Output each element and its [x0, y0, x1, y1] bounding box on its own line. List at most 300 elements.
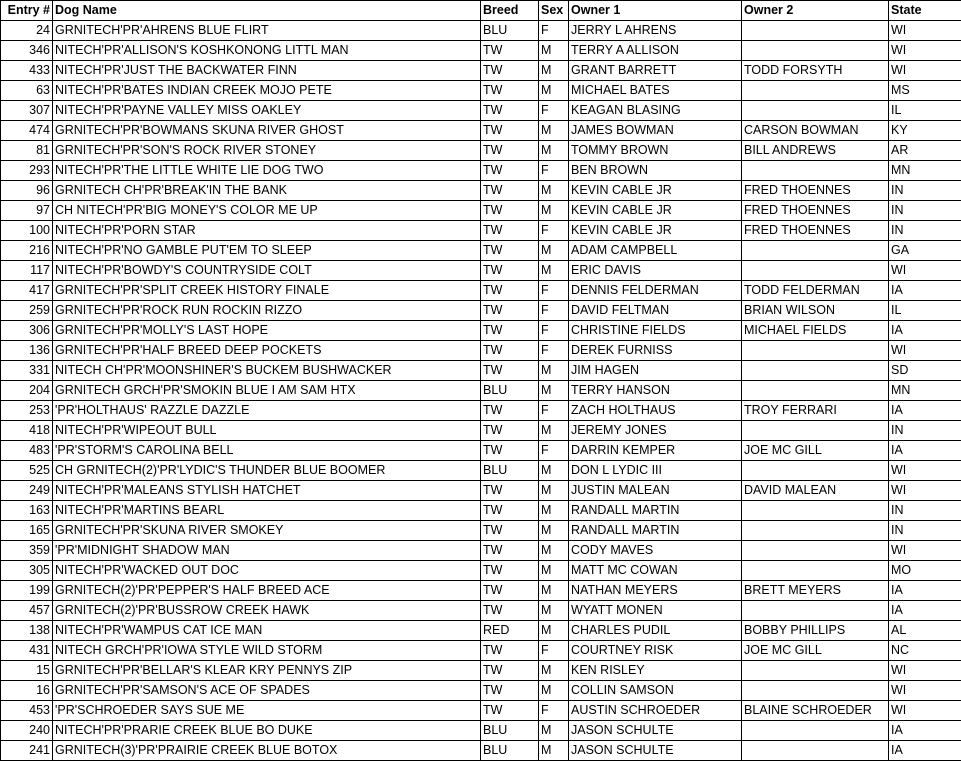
table-row [1, 621, 961, 641]
cell-owner-1: JAMES BOWMAN [569, 121, 742, 141]
cell-owner-2 [742, 501, 889, 521]
table-row [1, 501, 961, 521]
cell-owner-1: KEVIN CABLE JR [569, 201, 742, 221]
cell-state: IL [889, 301, 961, 321]
table-row [1, 141, 961, 161]
cell-state: WI [889, 261, 961, 281]
cell-dog-name: 'PR'MIDNIGHT SHADOW MAN [53, 541, 481, 561]
cell-dog-name: 'PR'HOLTHAUS' RAZZLE DAZZLE [53, 401, 481, 421]
cell-entry: 346 [1, 41, 53, 61]
table-row [1, 461, 961, 481]
cell-owner-1: NATHAN MEYERS [569, 581, 742, 601]
cell-dog-name: NITECH'PR'PORN STAR [53, 221, 481, 241]
cell-breed: TW [481, 601, 539, 621]
cell-dog-name: NITECH'PR'NO GAMBLE PUT'EM TO SLEEP [53, 241, 481, 261]
header-dog-name: Dog Name [53, 1, 481, 21]
cell-owner-1: JUSTIN MALEAN [569, 481, 742, 501]
cell-dog-name: NITECH GRCH'PR'IOWA STYLE WILD STORM [53, 641, 481, 661]
cell-owner-2 [742, 41, 889, 61]
cell-dog-name: CH GRNITECH(2)'PR'LYDIC'S THUNDER BLUE BOOMER [53, 461, 481, 481]
cell-dog-name: NITECH'PR'ALLISON'S KOSHKONONG LITTL MAN [53, 41, 481, 61]
cell-owner-1: BEN BROWN [569, 161, 742, 181]
cell-sex: M [539, 721, 569, 741]
table-row [1, 61, 961, 81]
cell-owner-2: BILL ANDREWS [742, 141, 889, 161]
cell-breed: TW [481, 81, 539, 101]
cell-breed: TW [481, 301, 539, 321]
cell-owner-2 [742, 521, 889, 541]
table-row [1, 341, 961, 361]
table-row [1, 21, 961, 41]
cell-breed: TW [481, 361, 539, 381]
cell-breed: TW [481, 641, 539, 661]
cell-state: NC [889, 641, 961, 661]
cell-entry: 16 [1, 681, 53, 701]
cell-entry: 138 [1, 621, 53, 641]
cell-owner-1: DAVID FELTMAN [569, 301, 742, 321]
cell-owner-1: JASON SCHULTE [569, 721, 742, 741]
cell-breed: TW [481, 581, 539, 601]
cell-sex: F [539, 321, 569, 341]
table-row [1, 301, 961, 321]
cell-owner-2: DAVID MALEAN [742, 481, 889, 501]
cell-entry: 117 [1, 261, 53, 281]
cell-breed: TW [481, 261, 539, 281]
cell-state: MO [889, 561, 961, 581]
cell-breed: TW [481, 661, 539, 681]
table-row [1, 581, 961, 601]
cell-owner-1: DEREK FURNISS [569, 341, 742, 361]
cell-entry: 474 [1, 121, 53, 141]
cell-state: KY [889, 121, 961, 141]
cell-owner-2: TROY FERRARI [742, 401, 889, 421]
cell-breed: TW [481, 321, 539, 341]
cell-state: SD [889, 361, 961, 381]
cell-owner-1: WYATT MONEN [569, 601, 742, 621]
cell-owner-2 [742, 661, 889, 681]
cell-entry: 433 [1, 61, 53, 81]
table-row [1, 281, 961, 301]
cell-entry: 63 [1, 81, 53, 101]
cell-state: WI [889, 701, 961, 721]
cell-owner-1: ADAM CAMPBELL [569, 241, 742, 261]
cell-sex: M [539, 521, 569, 541]
table-row [1, 421, 961, 441]
table-row [1, 261, 961, 281]
cell-owner-2 [742, 601, 889, 621]
cell-dog-name: GRNITECH(2)'PR'BUSSROW CREEK HAWK [53, 601, 481, 621]
cell-breed: TW [481, 101, 539, 121]
cell-state: IA [889, 401, 961, 421]
cell-dog-name: NITECH'PR'MALEANS STYLISH HATCHET [53, 481, 481, 501]
cell-owner-1: RANDALL MARTIN [569, 521, 742, 541]
table-row [1, 721, 961, 741]
cell-owner-2: FRED THOENNES [742, 201, 889, 221]
cell-sex: M [539, 261, 569, 281]
cell-dog-name: GRNITECH(3)'PR'PRAIRIE CREEK BLUE BOTOX [53, 741, 481, 761]
cell-sex: M [539, 421, 569, 441]
cell-owner-1: TOMMY BROWN [569, 141, 742, 161]
cell-owner-1: TERRY A ALLISON [569, 41, 742, 61]
cell-owner-1: TERRY HANSON [569, 381, 742, 401]
cell-breed: TW [481, 541, 539, 561]
table-row [1, 201, 961, 221]
cell-state: WI [889, 61, 961, 81]
cell-owner-1: RANDALL MARTIN [569, 501, 742, 521]
cell-owner-1: AUSTIN SCHROEDER [569, 701, 742, 721]
cell-breed: TW [481, 41, 539, 61]
cell-dog-name: NITECH'PR'THE LITTLE WHITE LIE DOG TWO [53, 161, 481, 181]
cell-owner-1: DARRIN KEMPER [569, 441, 742, 461]
cell-entry: 431 [1, 641, 53, 661]
cell-breed: TW [481, 421, 539, 441]
cell-sex: F [539, 221, 569, 241]
cell-entry: 96 [1, 181, 53, 201]
cell-breed: BLU [481, 21, 539, 41]
cell-owner-2 [742, 101, 889, 121]
table-row [1, 121, 961, 141]
cell-entry: 136 [1, 341, 53, 361]
cell-breed: TW [481, 341, 539, 361]
cell-entry: 15 [1, 661, 53, 681]
cell-state: IN [889, 501, 961, 521]
cell-sex: M [539, 621, 569, 641]
cell-dog-name: GRNITECH'PR'SON'S ROCK RIVER STONEY [53, 141, 481, 161]
cell-breed: TW [481, 481, 539, 501]
table-row [1, 221, 961, 241]
cell-breed: TW [481, 181, 539, 201]
cell-state: IN [889, 221, 961, 241]
cell-owner-1: JIM HAGEN [569, 361, 742, 381]
cell-owner-1: MICHAEL BATES [569, 81, 742, 101]
cell-owner-2 [742, 461, 889, 481]
cell-breed: TW [481, 201, 539, 221]
cell-entry: 24 [1, 21, 53, 41]
cell-entry: 165 [1, 521, 53, 541]
cell-breed: BLU [481, 381, 539, 401]
cell-entry: 81 [1, 141, 53, 161]
cell-owner-1: JEREMY JONES [569, 421, 742, 441]
cell-entry: 293 [1, 161, 53, 181]
cell-state: MS [889, 81, 961, 101]
cell-dog-name: NITECH'PR'JUST THE BACKWATER FINN [53, 61, 481, 81]
cell-owner-1: COLLIN SAMSON [569, 681, 742, 701]
cell-dog-name: GRNITECH GRCH'PR'SMOKIN BLUE I AM SAM HTX [53, 381, 481, 401]
cell-owner-2 [742, 241, 889, 261]
cell-state: IN [889, 421, 961, 441]
cell-breed: TW [481, 681, 539, 701]
cell-entry: 100 [1, 221, 53, 241]
cell-breed: TW [481, 161, 539, 181]
cell-owner-2: BLAINE SCHROEDER [742, 701, 889, 721]
cell-owner-1: ERIC DAVIS [569, 261, 742, 281]
cell-dog-name: GRNITECH'PR'ROCK RUN ROCKIN RIZZO [53, 301, 481, 321]
cell-owner-2 [742, 81, 889, 101]
header-sex: Sex [539, 1, 569, 21]
cell-owner-1: DON L LYDIC III [569, 461, 742, 481]
cell-entry: 418 [1, 421, 53, 441]
cell-sex: M [539, 141, 569, 161]
cell-breed: TW [481, 501, 539, 521]
cell-entry: 359 [1, 541, 53, 561]
cell-state: WI [889, 461, 961, 481]
table-row [1, 701, 961, 721]
table-row [1, 741, 961, 761]
cell-breed: TW [481, 701, 539, 721]
cell-dog-name: NITECH CH'PR'MOONSHINER'S BUCKEM BUSHWACKER [53, 361, 481, 381]
cell-sex: M [539, 41, 569, 61]
cell-breed: TW [481, 401, 539, 421]
cell-state: IA [889, 321, 961, 341]
cell-sex: M [539, 541, 569, 561]
cell-dog-name: GRNITECH'PR'HALF BREED DEEP POCKETS [53, 341, 481, 361]
table-row [1, 401, 961, 421]
cell-breed: TW [481, 561, 539, 581]
cell-state: IA [889, 741, 961, 761]
cell-entry: 525 [1, 461, 53, 481]
cell-entry: 97 [1, 201, 53, 221]
table-body [1, 21, 961, 761]
cell-owner-2 [742, 421, 889, 441]
cell-breed: TW [481, 281, 539, 301]
cell-sex: M [539, 601, 569, 621]
cell-state: WI [889, 341, 961, 361]
cell-state: MN [889, 161, 961, 181]
cell-sex: M [539, 741, 569, 761]
cell-entry: 457 [1, 601, 53, 621]
cell-dog-name: 'PR'SCHROEDER SAYS SUE ME [53, 701, 481, 721]
cell-owner-2: JOE MC GILL [742, 441, 889, 461]
cell-sex: F [539, 441, 569, 461]
cell-entry: 453 [1, 701, 53, 721]
cell-owner-2: BRIAN WILSON [742, 301, 889, 321]
cell-sex: M [539, 81, 569, 101]
header-owner-1: Owner 1 [569, 1, 742, 21]
cell-entry: 240 [1, 721, 53, 741]
cell-sex: M [539, 661, 569, 681]
cell-owner-2: BRETT MEYERS [742, 581, 889, 601]
cell-sex: F [539, 281, 569, 301]
header-entry: Entry # [1, 1, 53, 21]
cell-dog-name: GRNITECH'PR'BELLAR'S KLEAR KRY PENNYS ZIP [53, 661, 481, 681]
cell-entry: 249 [1, 481, 53, 501]
cell-owner-1: ZACH HOLTHAUS [569, 401, 742, 421]
cell-dog-name: CH NITECH'PR'BIG MONEY'S COLOR ME UP [53, 201, 481, 221]
cell-owner-1: COURTNEY RISK [569, 641, 742, 661]
cell-owner-1: MATT MC COWAN [569, 561, 742, 581]
table-row [1, 361, 961, 381]
cell-entry: 163 [1, 501, 53, 521]
cell-owner-1: GRANT BARRETT [569, 61, 742, 81]
cell-owner-1: JASON SCHULTE [569, 741, 742, 761]
cell-owner-2 [742, 161, 889, 181]
cell-owner-2 [742, 341, 889, 361]
cell-state: WI [889, 21, 961, 41]
cell-dog-name: GRNITECH'PR'MOLLY'S LAST HOPE [53, 321, 481, 341]
cell-dog-name: NITECH'PR'WIPEOUT BULL [53, 421, 481, 441]
cell-dog-name: NITECH'PR'WAMPUS CAT ICE MAN [53, 621, 481, 641]
cell-sex: M [539, 181, 569, 201]
cell-sex: M [539, 501, 569, 521]
cell-state: IN [889, 521, 961, 541]
cell-entry: 483 [1, 441, 53, 461]
cell-owner-1: CHARLES PUDIL [569, 621, 742, 641]
cell-sex: M [539, 561, 569, 581]
cell-breed: RED [481, 621, 539, 641]
cell-owner-2 [742, 741, 889, 761]
cell-owner-1: CHRISTINE FIELDS [569, 321, 742, 341]
cell-owner-2: FRED THOENNES [742, 181, 889, 201]
cell-owner-1: KEVIN CABLE JR [569, 221, 742, 241]
cell-state: IA [889, 281, 961, 301]
cell-dog-name: NITECH'PR'PRARIE CREEK BLUE BO DUKE [53, 721, 481, 741]
cell-entry: 241 [1, 741, 53, 761]
cell-sex: F [539, 401, 569, 421]
table-row [1, 601, 961, 621]
cell-breed: TW [481, 121, 539, 141]
cell-breed: TW [481, 141, 539, 161]
cell-owner-2 [742, 361, 889, 381]
cell-breed: TW [481, 61, 539, 81]
cell-state: GA [889, 241, 961, 261]
cell-dog-name: GRNITECH(2)'PR'PEPPER'S HALF BREED ACE [53, 581, 481, 601]
cell-owner-2: FRED THOENNES [742, 221, 889, 241]
cell-sex: M [539, 681, 569, 701]
cell-entry: 253 [1, 401, 53, 421]
cell-breed: TW [481, 441, 539, 461]
table-row [1, 441, 961, 461]
cell-dog-name: GRNITECH'PR'SAMSON'S ACE OF SPADES [53, 681, 481, 701]
cell-state: WI [889, 661, 961, 681]
table-row [1, 101, 961, 121]
table-row [1, 481, 961, 501]
cell-breed: TW [481, 221, 539, 241]
table-row [1, 181, 961, 201]
cell-owner-2: MICHAEL FIELDS [742, 321, 889, 341]
table-row [1, 641, 961, 661]
table-row [1, 541, 961, 561]
header-row [1, 1, 961, 21]
cell-state: WI [889, 481, 961, 501]
cell-entry: 259 [1, 301, 53, 321]
cell-state: WI [889, 681, 961, 701]
cell-state: IL [889, 101, 961, 121]
cell-owner-2 [742, 721, 889, 741]
cell-state: IA [889, 581, 961, 601]
cell-owner-1: DENNIS FELDERMAN [569, 281, 742, 301]
table-row [1, 41, 961, 61]
cell-entry: 331 [1, 361, 53, 381]
cell-sex: M [539, 581, 569, 601]
cell-sex: M [539, 241, 569, 261]
table-row [1, 321, 961, 341]
cell-state: IA [889, 601, 961, 621]
table-row [1, 661, 961, 681]
cell-state: WI [889, 541, 961, 561]
cell-breed: BLU [481, 721, 539, 741]
cell-state: IN [889, 181, 961, 201]
table-row [1, 81, 961, 101]
cell-dog-name: NITECH'PR'BOWDY'S COUNTRYSIDE COLT [53, 261, 481, 281]
cell-state: AL [889, 621, 961, 641]
cell-owner-2 [742, 381, 889, 401]
cell-owner-2 [742, 561, 889, 581]
cell-dog-name: NITECH'PR'PAYNE VALLEY MISS OAKLEY [53, 101, 481, 121]
cell-breed: BLU [481, 461, 539, 481]
cell-state: IA [889, 441, 961, 461]
cell-entry: 204 [1, 381, 53, 401]
header-breed: Breed [481, 1, 539, 21]
cell-owner-1: CODY MAVES [569, 541, 742, 561]
cell-owner-2 [742, 261, 889, 281]
cell-sex: M [539, 201, 569, 221]
cell-owner-2: JOE MC GILL [742, 641, 889, 661]
cell-sex: F [539, 641, 569, 661]
cell-sex: M [539, 61, 569, 81]
table-row [1, 521, 961, 541]
cell-owner-2: BOBBY PHILLIPS [742, 621, 889, 641]
cell-sex: F [539, 701, 569, 721]
cell-entry: 199 [1, 581, 53, 601]
cell-owner-2: TODD FELDERMAN [742, 281, 889, 301]
cell-dog-name: GRNITECH CH'PR'BREAK'IN THE BANK [53, 181, 481, 201]
table-row [1, 561, 961, 581]
cell-dog-name: GRNITECH'PR'BOWMANS SKUNA RIVER GHOST [53, 121, 481, 141]
cell-entry: 216 [1, 241, 53, 261]
cell-dog-name: 'PR'STORM'S CAROLINA BELL [53, 441, 481, 461]
cell-sex: F [539, 301, 569, 321]
cell-owner-2 [742, 21, 889, 41]
cell-dog-name: NITECH'PR'MARTINS BEARL [53, 501, 481, 521]
cell-entry: 305 [1, 561, 53, 581]
cell-owner-2 [742, 541, 889, 561]
cell-breed: TW [481, 241, 539, 261]
cell-sex: M [539, 481, 569, 501]
cell-state: IN [889, 201, 961, 221]
cell-sex: F [539, 161, 569, 181]
cell-entry: 417 [1, 281, 53, 301]
cell-state: MN [889, 381, 961, 401]
cell-dog-name: NITECH'PR'BATES INDIAN CREEK MOJO PETE [53, 81, 481, 101]
cell-owner-1: KEVIN CABLE JR [569, 181, 742, 201]
cell-sex: F [539, 101, 569, 121]
cell-state: IA [889, 721, 961, 741]
cell-owner-1: JERRY L AHRENS [569, 21, 742, 41]
header-owner-2: Owner 2 [742, 1, 889, 21]
header-state: State [889, 1, 961, 21]
cell-sex: M [539, 381, 569, 401]
table-row [1, 241, 961, 261]
cell-owner-2 [742, 681, 889, 701]
table-row [1, 381, 961, 401]
cell-owner-2: CARSON BOWMAN [742, 121, 889, 141]
cell-owner-2: TODD FORSYTH [742, 61, 889, 81]
cell-state: AR [889, 141, 961, 161]
cell-sex: F [539, 341, 569, 361]
cell-entry: 307 [1, 101, 53, 121]
cell-sex: F [539, 21, 569, 41]
cell-sex: M [539, 121, 569, 141]
cell-dog-name: GRNITECH'PR'AHRENS BLUE FLIRT [53, 21, 481, 41]
cell-dog-name: GRNITECH'PR'SKUNA RIVER SMOKEY [53, 521, 481, 541]
cell-owner-1: KEN RISLEY [569, 661, 742, 681]
cell-owner-1: KEAGAN BLASING [569, 101, 742, 121]
table-row [1, 161, 961, 181]
cell-breed: TW [481, 521, 539, 541]
cell-sex: M [539, 461, 569, 481]
cell-sex: M [539, 361, 569, 381]
cell-breed: BLU [481, 741, 539, 761]
